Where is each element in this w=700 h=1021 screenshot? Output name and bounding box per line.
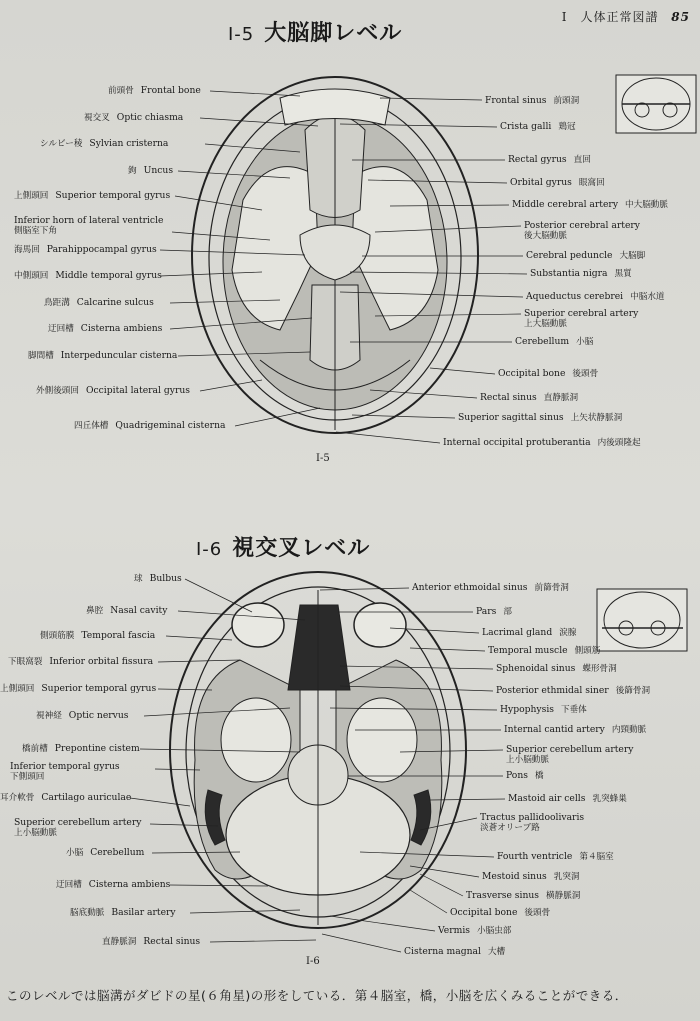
- label-sylvian-cristerna: シルビー稜 Sylvian cristerna: [40, 138, 169, 149]
- label-aqueductus-cerebrei: Aqueductus cerebrei 中脳水道: [526, 291, 665, 302]
- label-cisterna-magnal: Cisterna magnal 大槽: [404, 946, 506, 957]
- label-posterior-ethmidal-siner: Posterior ethmidal siner 後篩骨洞: [496, 685, 651, 696]
- label-lacrimal-gland: Lacrimal gland 涙腺: [482, 627, 577, 638]
- label-orbital-gyrus: Orbital gyrus 眼窩回: [510, 177, 605, 188]
- leader-line: [340, 666, 493, 669]
- leader-line: [130, 798, 190, 806]
- label-fourth-ventricle: Fourth ventricle 第４脳室: [497, 851, 614, 862]
- section2-title: [196, 531, 370, 562]
- label-frontal-sinus: Frontal sinus 前頭洞: [485, 95, 580, 106]
- leader-line: [420, 874, 463, 896]
- label-superior-temporal-gyrus-2: 上側頭回 Superior temporal gyrus: [0, 683, 157, 694]
- leader-line: [352, 415, 455, 418]
- label-sphenoidal-sinus: Sphenoidal sinus 蝶形骨洞: [496, 663, 617, 674]
- section1-number: Ⅰ-5: [228, 24, 255, 45]
- label-inferior-orbital-fissura: 下眼窩裂 Inferior orbital fissura: [8, 656, 154, 667]
- label-interpeduncular-cisterna: 脚間槽 Interpeduncular cisterna: [28, 350, 178, 361]
- section2-heading: 視交叉レベル: [232, 536, 371, 561]
- label-temporal-muscle: Temporal muscle 側頭筋: [488, 645, 601, 656]
- label-basilar-artery: 脳底動脈 Basilar artery: [70, 907, 176, 918]
- label-uncus: 鉤 Uncus: [128, 165, 174, 176]
- leader-line: [210, 91, 300, 96]
- leader-line: [410, 890, 447, 913]
- label-superior-cerebellum-artery-r: Superior cerebellum artery 上小脳動脈: [506, 744, 634, 765]
- label-cerebellum-2: 小脳 Cerebellum: [66, 847, 145, 858]
- head-orientation-icon-1: [616, 75, 696, 133]
- label-vermis: Vermis 小脳虫部: [438, 925, 512, 936]
- label-substantia-nigra: Substantia nigra 黒質: [530, 268, 632, 279]
- section-title: I 人体正常図譜: [561, 10, 659, 24]
- label-posterior-cerebral-artery: Posterior cerebral artery 後大脳動脈: [524, 220, 640, 241]
- label-rectal-gyrus: Rectal gyrus 直回: [508, 154, 591, 165]
- label-trasverse-sinus: Trasverse sinus 横静脈洞: [466, 890, 581, 901]
- leader-line: [235, 408, 320, 426]
- label-prepontine-cistem: 橋前槽 Prepontine cistem: [22, 743, 140, 754]
- label-cerebellum-1: Cerebellum 小脳: [515, 336, 594, 347]
- label-occipital-bone-2: Occipital bone 後頭骨: [450, 907, 551, 918]
- label-calcarine-sulcus: 鳥距溝 Calcarine sulcus: [44, 297, 154, 308]
- label-mestoid-sinus: Mestoid sinus 乳突洞: [482, 871, 580, 882]
- leader-line: [430, 368, 495, 374]
- leader-line: [410, 866, 479, 877]
- label-cisterna-ambiens-2: 迂回槽 Cisterna ambiens: [56, 879, 171, 890]
- label-tractus-pallidoolivaris: Tractus pallidoolivaris 淡蒼オリーブ路: [480, 812, 585, 833]
- leader-line: [185, 579, 252, 612]
- figure-caption-2: Ⅰ-6: [306, 956, 320, 967]
- label-superior-temporal-gyrus: 上側頭回 Superior temporal gyrus: [14, 190, 171, 201]
- leader-line: [380, 98, 482, 100]
- label-rectal-sinus-2: 直静脈洞 Rectal sinus: [102, 936, 201, 947]
- label-internal-occipital-protuberantia: Internal occipital protuberantia 内後頭隆起: [443, 437, 641, 448]
- label-mastoid-air-cells: Mastoid air cells 乳突蜂巣: [508, 793, 627, 804]
- explanatory-note: このレベルでは脳溝がダビドの星(６角星)の形をしている．第４脳室，橋，小脳を広くみることができる．: [6, 988, 628, 1003]
- brain-section-1-diagram: [192, 77, 478, 433]
- leader-line: [200, 380, 262, 391]
- leader-line: [155, 769, 200, 770]
- label-hypophysis: Hypophysis 下垂体: [500, 704, 587, 715]
- label-anterior-ethmoidal-sinus: Anterior ethmoidal sinus 前篩骨洞: [412, 582, 569, 593]
- section1-heading: 大脳脚レベル: [264, 21, 403, 46]
- head-orientation-icon-2: [597, 589, 687, 651]
- label-inferior-temporal-gyrus: Inferior temporal gyrus 下側頭回: [10, 761, 120, 782]
- label-quadrigeminal-cisterna: 四丘体槽 Quadrigeminal cisterna: [74, 420, 226, 431]
- label-cerebral-peduncle: Cerebral peduncle 大脳脚: [526, 250, 646, 261]
- leader-line: [322, 934, 401, 952]
- page-number: 85: [671, 10, 690, 24]
- label-occipital-lateral-gyrus: 外側後頭回 Occipital lateral gyrus: [36, 385, 190, 396]
- leader-line: [330, 916, 435, 931]
- label-parahippocampal-gyrus: 海馬回 Parahippocampal gyrus: [14, 244, 157, 255]
- label-middle-cerebral-artery: Middle cerebral artery 中大脳動脈: [512, 199, 668, 210]
- leader-line: [158, 689, 212, 690]
- label-optic-chiasma: 視交叉 Optic chiasma: [84, 112, 184, 123]
- leader-line: [158, 660, 240, 662]
- leader-line: [336, 432, 440, 443]
- label-pars: Pars 部: [476, 606, 512, 617]
- label-frontal-bone: 前頭骨 Frontal bone: [108, 85, 201, 96]
- label-nasal-cavity: 鼻腔 Nasal cavity: [86, 605, 168, 616]
- label-crista-galli: Crista galli 鶏冠: [500, 121, 576, 132]
- leader-line: [210, 940, 316, 942]
- label-middle-temporal-gyrus: 中側頭回 Middle temporal gyrus: [14, 270, 162, 281]
- figure-caption-1: Ⅰ-5: [316, 453, 330, 464]
- section2-number: Ⅰ-6: [196, 539, 223, 560]
- label-superior-sagittal-sinus: Superior sagittal sinus 上矢状静脈洞: [458, 412, 623, 423]
- label-inferior-horn: Inferior horn of lateral ventricle 側脳室下角: [14, 215, 164, 236]
- label-superior-cerebellum-artery-l: Superior cerebellum artery 上小脳動脈: [14, 817, 142, 838]
- label-cartilago-auriculae: 耳介軟骨 Cartilago auriculae: [0, 792, 132, 803]
- label-temporal-fascia: 側頭筋膜 Temporal fascia: [40, 630, 156, 641]
- label-pons: Pons 橋: [506, 770, 544, 781]
- label-rectal-sinus-1: Rectal sinus 直静脈洞: [480, 392, 579, 403]
- label-occipital-bone-1: Occipital bone 後頭骨: [498, 368, 599, 379]
- label-internal-cantid-artery: Internal cantid artery 内頸動脈: [504, 724, 647, 735]
- label-optic-nervus: 視神経 Optic nervus: [36, 710, 129, 721]
- label-cisterna-ambiens: 迂回槽 Cisterna ambiens: [48, 323, 163, 334]
- leader-line: [170, 885, 268, 886]
- label-superior-cerebral-artery: Superior cerebral artery 上大脳動脈: [524, 308, 639, 329]
- label-bulbus: 球 Bulbus: [134, 573, 182, 584]
